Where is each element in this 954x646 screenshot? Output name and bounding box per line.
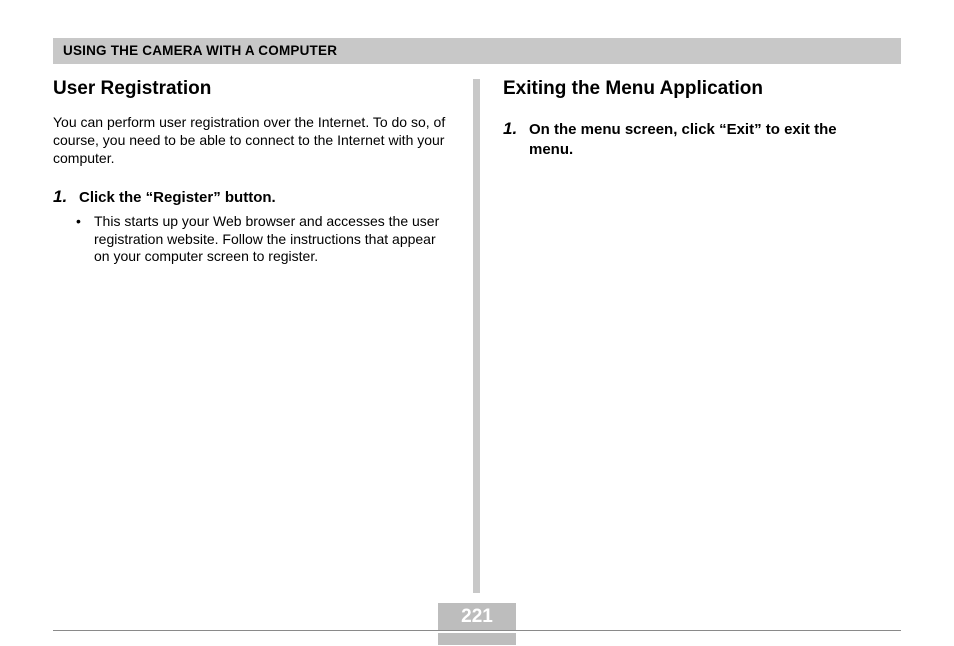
page-number-tab-bottom [438, 633, 516, 645]
bullet-item [76, 213, 453, 266]
step-number: 1. [53, 187, 68, 206]
user-registration-title: User Registration [53, 78, 212, 99]
column-divider [473, 79, 480, 593]
user-registration-intro: You can perform user registration over the Internet. To do so, of course, you need to be able to connect to the Internet with your computer. [53, 114, 446, 166]
right-column [503, 78, 903, 160]
section-header-title: USING THE CAMERA WITH A COMPUTER [63, 43, 338, 58]
page-number: 221 [461, 606, 493, 627]
step-register [53, 187, 453, 208]
step-exit [503, 119, 903, 160]
bullet-text: This starts up your Web browser and accesses the user registration website. Follow the instructions that appear on your computer screen to register. [94, 213, 440, 264]
page-number-box [438, 603, 516, 645]
bullet-dot-icon: • [76, 213, 81, 229]
step-text: On the menu screen, click “Exit” to exit the menu. [529, 121, 837, 158]
exiting-menu-title: Exiting the Menu Application [503, 78, 764, 99]
section-header-bar [53, 38, 901, 64]
step-text: Click the “Register” button. [79, 189, 276, 206]
left-column [53, 78, 453, 266]
step-number: 1. [503, 119, 518, 138]
